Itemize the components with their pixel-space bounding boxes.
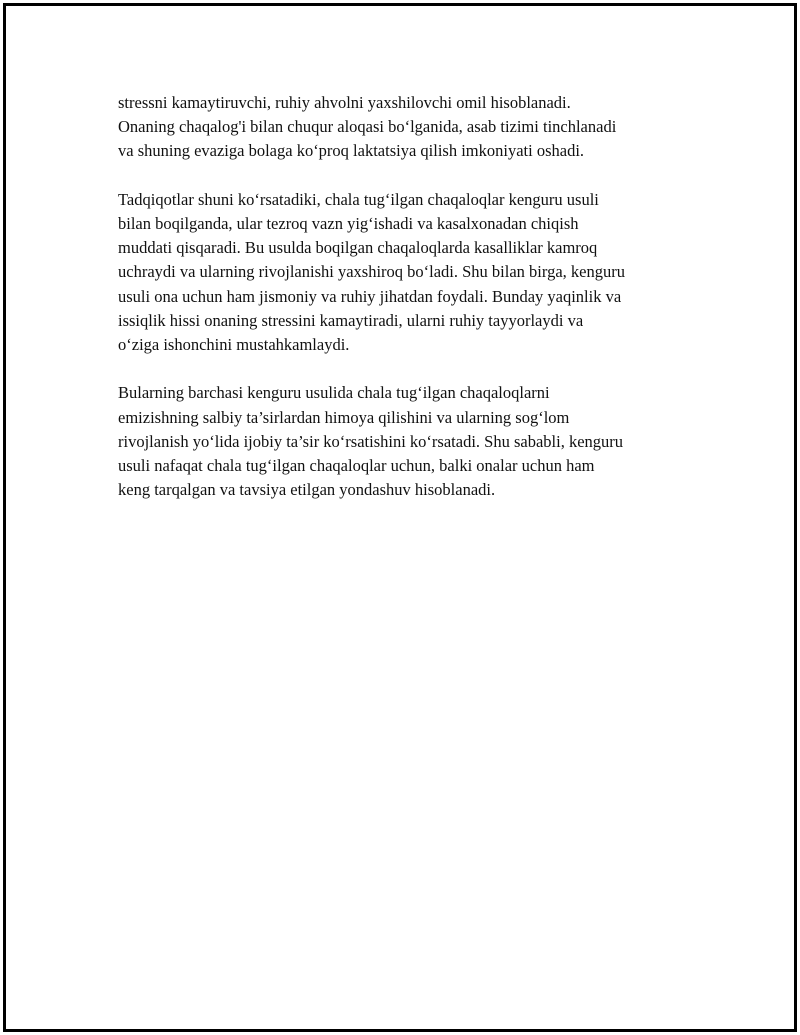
paragraph-3: Bularning barchasi kenguru usulida chala tug‘ilgan chaqaloqlarni emizishning salbiy ta’sirlardan himoya qilishini va ularning sog‘lom rivojlanish yo‘lida ijobiy ta’sir ko‘rsatishini ko‘rsatadi. Shu sababli, kenguru usuli nafaqat chala tug‘ilgan chaqaloqlar uchun, balki onalar uchun ham keng tarqalgan va tavsiya etilgan yondashuv hisoblanadi. [118, 383, 624, 500]
paragraph-2: Tadqiqotlar shuni ko‘rsatadiki, chala tug‘ilgan chaqaloqlar kenguru usuli bilan boqilganda, ular tezroq vazn yig‘ishadi va kasalxonadan chiqish muddati qisqaradi. Bu usulda boqilgan chaqaloqlarda kasalliklar kamroq uchraydi va ularning rivojlanishi yaxshiroq bo‘ladi. Shu bilan birga, kenguru usuli ona uchun ham jismoniy va ruhiy jihatdan foydali. Bunday yaqinlik va issiqlik hissi onaning stressini kamaytiradi, ularni ruhiy tayyorlaydi va o‘ziga ishonchini mustahkamlaydi. [118, 189, 625, 355]
paragraph-1: stressni kamaytiruvchi, ruhiy ahvolni yaxshilovchi omil hisoblanadi. Onaning chaqalog'i bilan chuqur aloqasi bo‘lganida, asab tizimi tinchlanadi va shuning evaziga bolaga ko‘proq laktatsiya qilish imkoniyati oshadi. [118, 93, 617, 161]
page-content [118, 91, 708, 527]
